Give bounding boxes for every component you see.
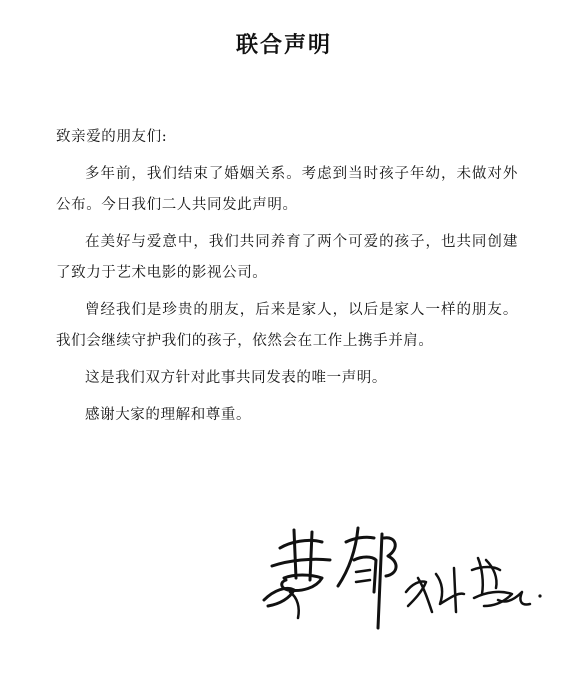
handwritten-signature	[250, 508, 550, 648]
signature-icon	[250, 508, 550, 648]
paragraph-5: 感谢大家的理解和尊重。	[85, 407, 252, 423]
paragraph-4: 这是我们双方针对此事共同发表的唯一声明。	[85, 370, 387, 386]
paragraph-3: 曾经我们是珍贵的朋友，后来是家人，以后是家人一样的朋友。我们会继续守护我们的孩子，依然会在工作上携手并肩。	[56, 302, 518, 349]
document-title: 联合声明	[235, 32, 332, 58]
greeting: 致亲爱的朋友们:	[56, 129, 168, 145]
document-body	[56, 122, 518, 437]
paragraph-1: 多年前，我们结束了婚姻关系。考虑到当时孩子年幼，未做对外公布。今日我们二人共同发此声明。	[56, 166, 518, 213]
paragraph-2: 在美好与爱意中，我们共同养育了两个可爱的孩子，也共同创建了致力于艺术电影的影视公司。	[56, 234, 518, 281]
